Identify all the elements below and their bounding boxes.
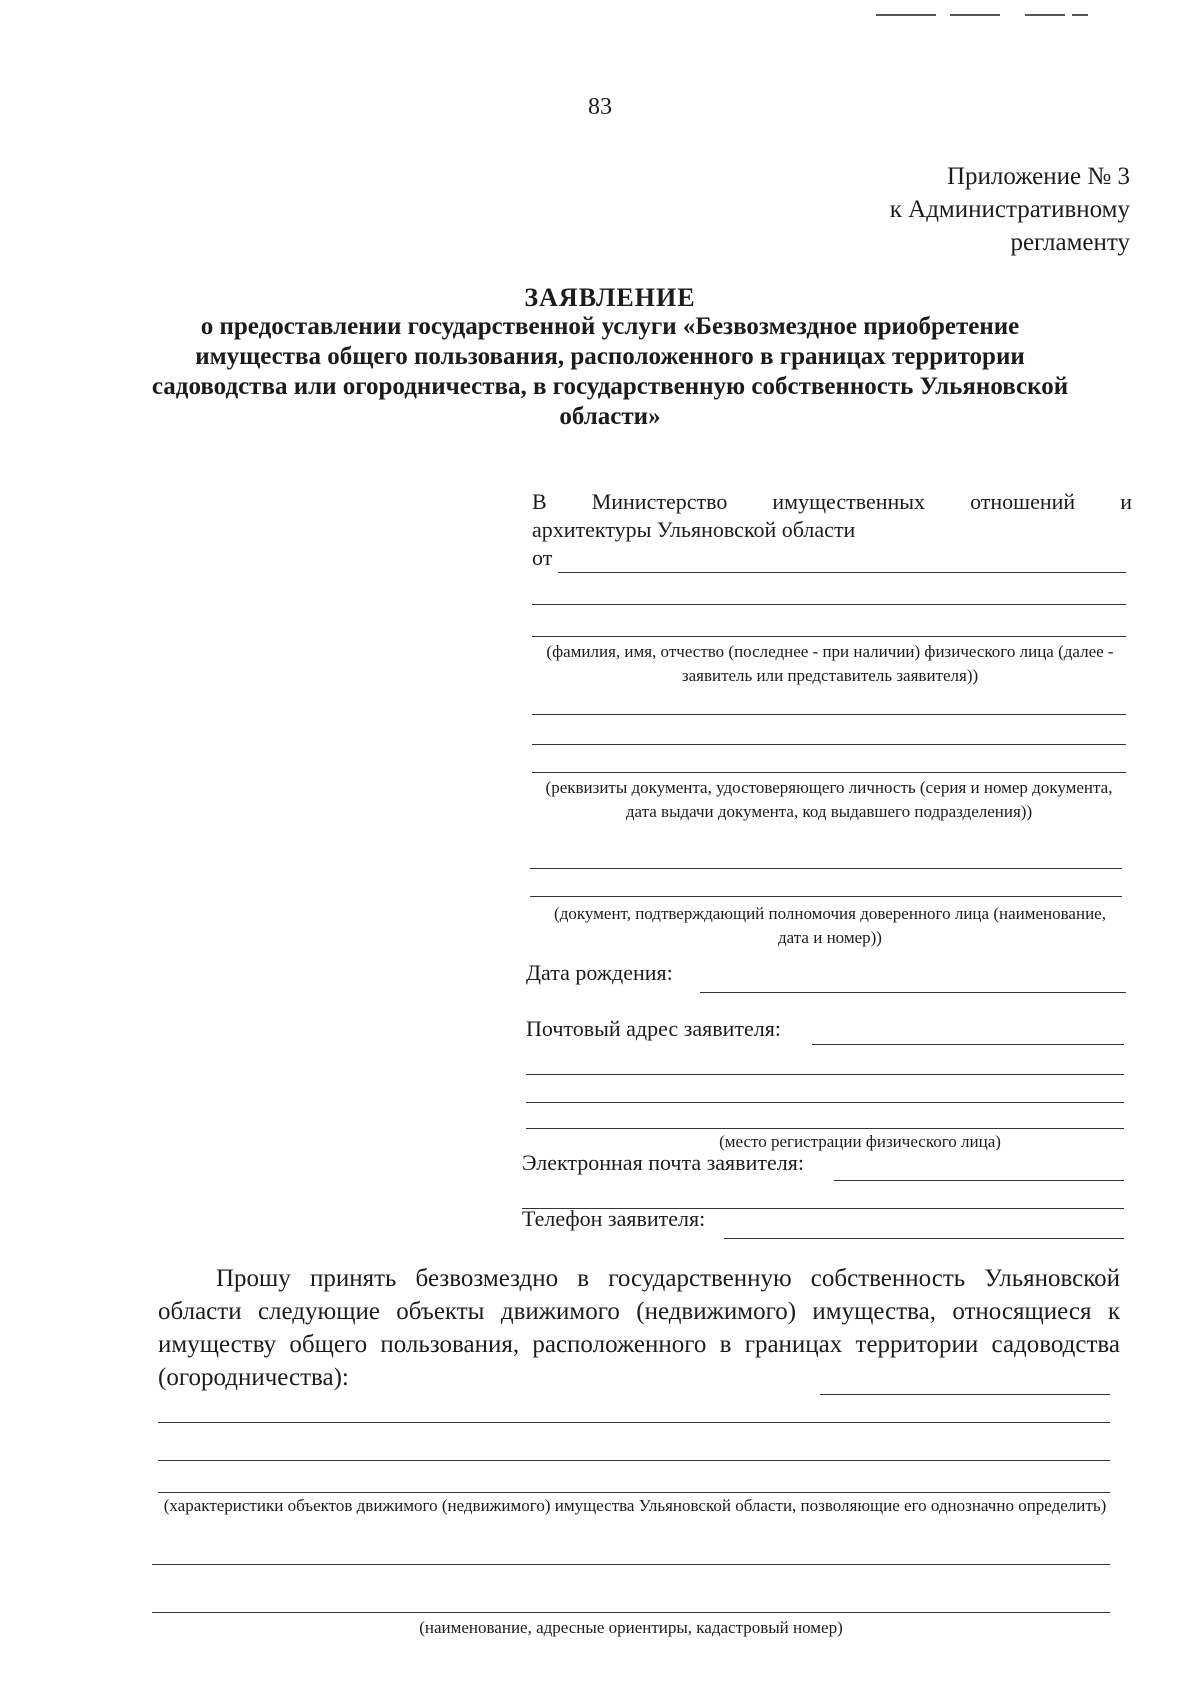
- addressee-block: [532, 488, 1132, 572]
- id-document-hint: (реквизиты документа, удостоверяющего личность (серия и номер документа, дата выдачи документа, код выдавшего подразделения)): [545, 778, 1113, 821]
- scan-mark: [1025, 14, 1065, 16]
- id-document-line[interactable]: [532, 772, 1126, 773]
- birth-date-label: Дата рождения:: [526, 960, 673, 985]
- document-subtitle: о предоставлении государственной услуги «Безвозмездное приобретение имущества общего пользования, расположенного в границах территории садоводства или огородничества, в государственную собственность Ульяновской области»: [151, 313, 1069, 430]
- postal-address-line[interactable]: [526, 1128, 1124, 1129]
- page-number: 83: [588, 94, 612, 120]
- property-line[interactable]: [820, 1394, 1110, 1395]
- name-line[interactable]: [558, 572, 1126, 573]
- property-line[interactable]: [152, 1564, 1110, 1565]
- id-document-line[interactable]: [532, 714, 1126, 715]
- appendix-reference: [890, 160, 1130, 259]
- authority-hint: (документ, подтверждающий полномочия доверенного лица (наименование, дата и номер)): [554, 904, 1106, 947]
- authority-line[interactable]: [530, 868, 1122, 869]
- phone-line[interactable]: [724, 1238, 1124, 1239]
- email-label: Электронная почта заявителя:: [522, 1150, 804, 1175]
- property-line[interactable]: [158, 1492, 1110, 1493]
- property-line[interactable]: [152, 1612, 1110, 1613]
- addressee-word: имущественных: [772, 489, 926, 514]
- property-line[interactable]: [158, 1422, 1110, 1423]
- characteristics-hint: (характеристики объектов движимого (недвижимого) имущества Ульяновской области, позволяющие его однозначно определить): [163, 1496, 1107, 1515]
- appendix-line: Приложение № 3: [946, 163, 1130, 190]
- authority-line[interactable]: [530, 896, 1122, 897]
- property-line[interactable]: [158, 1460, 1110, 1461]
- appendix-line: к Административному: [889, 196, 1130, 223]
- postal-address-line[interactable]: [526, 1102, 1124, 1103]
- document-title: ЗАЯВЛЕНИЕ: [524, 283, 696, 312]
- name-address-hint: (наименование, адресные ориентиры, кадастровый номер): [419, 1618, 843, 1637]
- addressee-line: [532, 488, 1132, 516]
- postal-address-line[interactable]: [526, 1074, 1124, 1075]
- request-text: Прошу принять безвозмездно в государственную собственность Ульяновской области следующие объекты движимого (недвижимого) имущества, относящиеся к имуществу общего пользования, расположенного в границах территории садоводства (огородничества):: [158, 1265, 1120, 1391]
- addressee-word: отношений: [970, 489, 1076, 514]
- name-line[interactable]: [532, 636, 1126, 637]
- addressee-word: и: [1120, 489, 1132, 514]
- scan-mark: [1072, 14, 1088, 16]
- addressee-line: архитектуры Ульяновской области: [532, 517, 856, 542]
- postal-address-label: Почтовый адрес заявителя:: [526, 1016, 782, 1041]
- registration-hint: (место регистрации физического лица): [719, 1132, 1001, 1151]
- scan-mark: [876, 14, 936, 16]
- birth-date-line[interactable]: [700, 992, 1126, 993]
- name-hint: (фамилия, имя, отчество (последнее - при наличии) физического лица (далее - заявитель или представитель заявителя)): [546, 642, 1114, 685]
- addressee-word: В: [532, 489, 547, 514]
- postal-address-line[interactable]: [812, 1044, 1124, 1045]
- id-document-line[interactable]: [532, 744, 1126, 745]
- name-line[interactable]: [532, 604, 1126, 605]
- scan-mark: [950, 14, 1000, 16]
- email-line[interactable]: [834, 1180, 1124, 1181]
- phone-label: Телефон заявителя:: [522, 1206, 706, 1231]
- appendix-line: регламенту: [1010, 229, 1130, 256]
- addressee-word: Министерство: [591, 489, 728, 514]
- from-label: от: [532, 545, 553, 570]
